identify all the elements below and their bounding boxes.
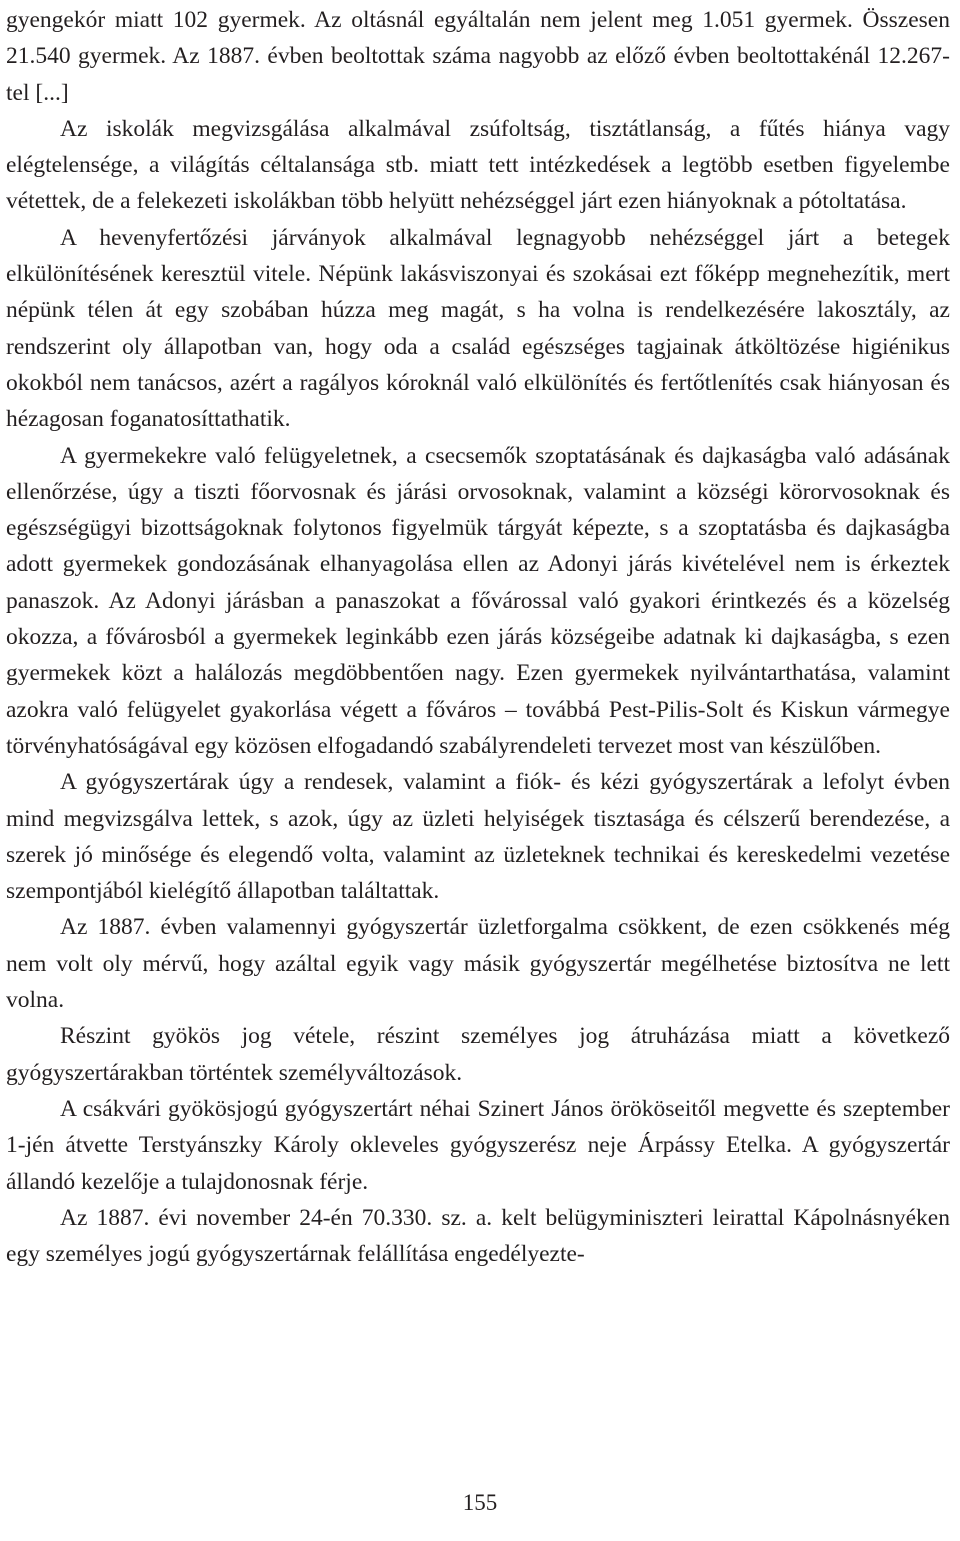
body-text: [6, 2, 950, 1272]
paragraph-continuation: gyengekór miatt 102 gyermek. Az oltásnál egyáltalán nem jelent meg 1.051 gyermek. Összesen 21.540 gyermek. Az 1887. évben beoltottak száma nagyobb az előző évben beoltottakénál 12.267-tel [...]: [6, 7, 950, 106]
paragraph-kapolnasnyek-pharmacy: Az 1887. évi november 24-én 70.330. sz. a. kelt belügyminiszteri leirattal Kápolnásnyéken egy személyes jogú gyógyszertárnak felállítása engedélyezte-: [6, 1204, 950, 1268]
paragraph-pharmacy-turnover: Az 1887. évben valamennyi gyógyszertár üzletforgalma csökkent, de ezen csökkenés még nem volt oly mérvű, hogy azáltal egyik vagy másik gyógyszertár megélhetése biztosítva ne lett volna.: [6, 914, 950, 1014]
page-number: 155: [462, 1490, 498, 1515]
paragraph-ownership-changes: Részint gyökös jog vétele, részint személyes jog átruházása miatt a következő gyógyszertárakban történtek személyváltozások.: [6, 1023, 950, 1086]
paragraph-csakvar-pharmacy: A csákvári gyökösjogú gyógyszertárt néhai Szinert János örököseitől megvette és szeptember 1-jén átvette Terstyánszky Károly okleveles gyógyszerész neje Árpássy Etelka. A gyógyszertár állandó kezelője a tulajdonosnak férje.: [6, 1095, 950, 1195]
paragraph-pharmacy-inspection: A gyógyszertárak úgy a rendesek, valamint a fiók- és kézi gyógyszertárak a lefolyt évben mind megvizsgálva lettek, s azok, úgy az üzleti helyiségek tisztasága és célszerű berendezése, a szerek jó minősége és elegendő volta, valamint az üzleteknek technikai és kereskedelmi vezetése szempontjából kielégítő állapotban találtattak.: [6, 769, 950, 905]
paragraph-child-supervision: A gyermekekre való felügyeletnek, a csecsemők szoptatásának és dajkaságba való adásának ellenőrzése, úgy a tiszti főorvosnak és járási orvosoknak, valamint a községi körorvosoknak és egészségügyi bizottságoknak folytonos figyelmük tárgyát képezte, s a szoptatásba és dajkaságba adott gyermekek gondozásának elhanyagolása ellen az Adonyi járás kivételével nem is érkeztek panaszok. Az Adonyi járásban a panaszokat a fővárossal való gyakori érintkezés és a közelség okozza, a fővárosból a gyermekek leginkább ezen járás községeibe adatnak ki dajkaságba, s ezen gyermekek közt a halálozás megdöbbentően nagy. Ezen gyermekek nyilvántarthatása, valamint azokra való felügyelet gyakorlása végett a főváros – továbbá Pest-Pilis-Solt és Kiskun vármegye törvényhatóságával egy közösen elfogadandó szabályrendeleti tervezet most van készülőben.: [6, 442, 950, 759]
paragraph-epidemics: A hevenyfertőzési járványok alkalmával legnagyobb nehézséggel járt a betegek elkülönítésének keresztül vitele. Népünk lakásviszonyai és szokásai ezt főképp megnehezítik, mert népünk télen át egy szobában húzza meg magát, s ha volna is rendelkezésére lakosztály, az rendszerint oly állapotban van, hogy oda a család egészséges tagjainak átköltözése higiénikus okokból nem tanácsos, azért a ragályos kóroknál való elkülönítés és fertőtlenítés csak hiányosan és hézagosan foganatosíttathatik.: [6, 224, 950, 433]
paragraph-schools: Az iskolák megvizsgálása alkalmával zsúfoltság, tisztátlanság, a fűtés hiánya vagy elégtelensége, a világítás céltalansága stb. miatt tett intézkedések a legtöbb esetben figyelembe vétettek, de a felekezeti iskolákban több helyütt nehézséggel járt ezen hiányoknak a pótoltatása.: [6, 115, 950, 215]
